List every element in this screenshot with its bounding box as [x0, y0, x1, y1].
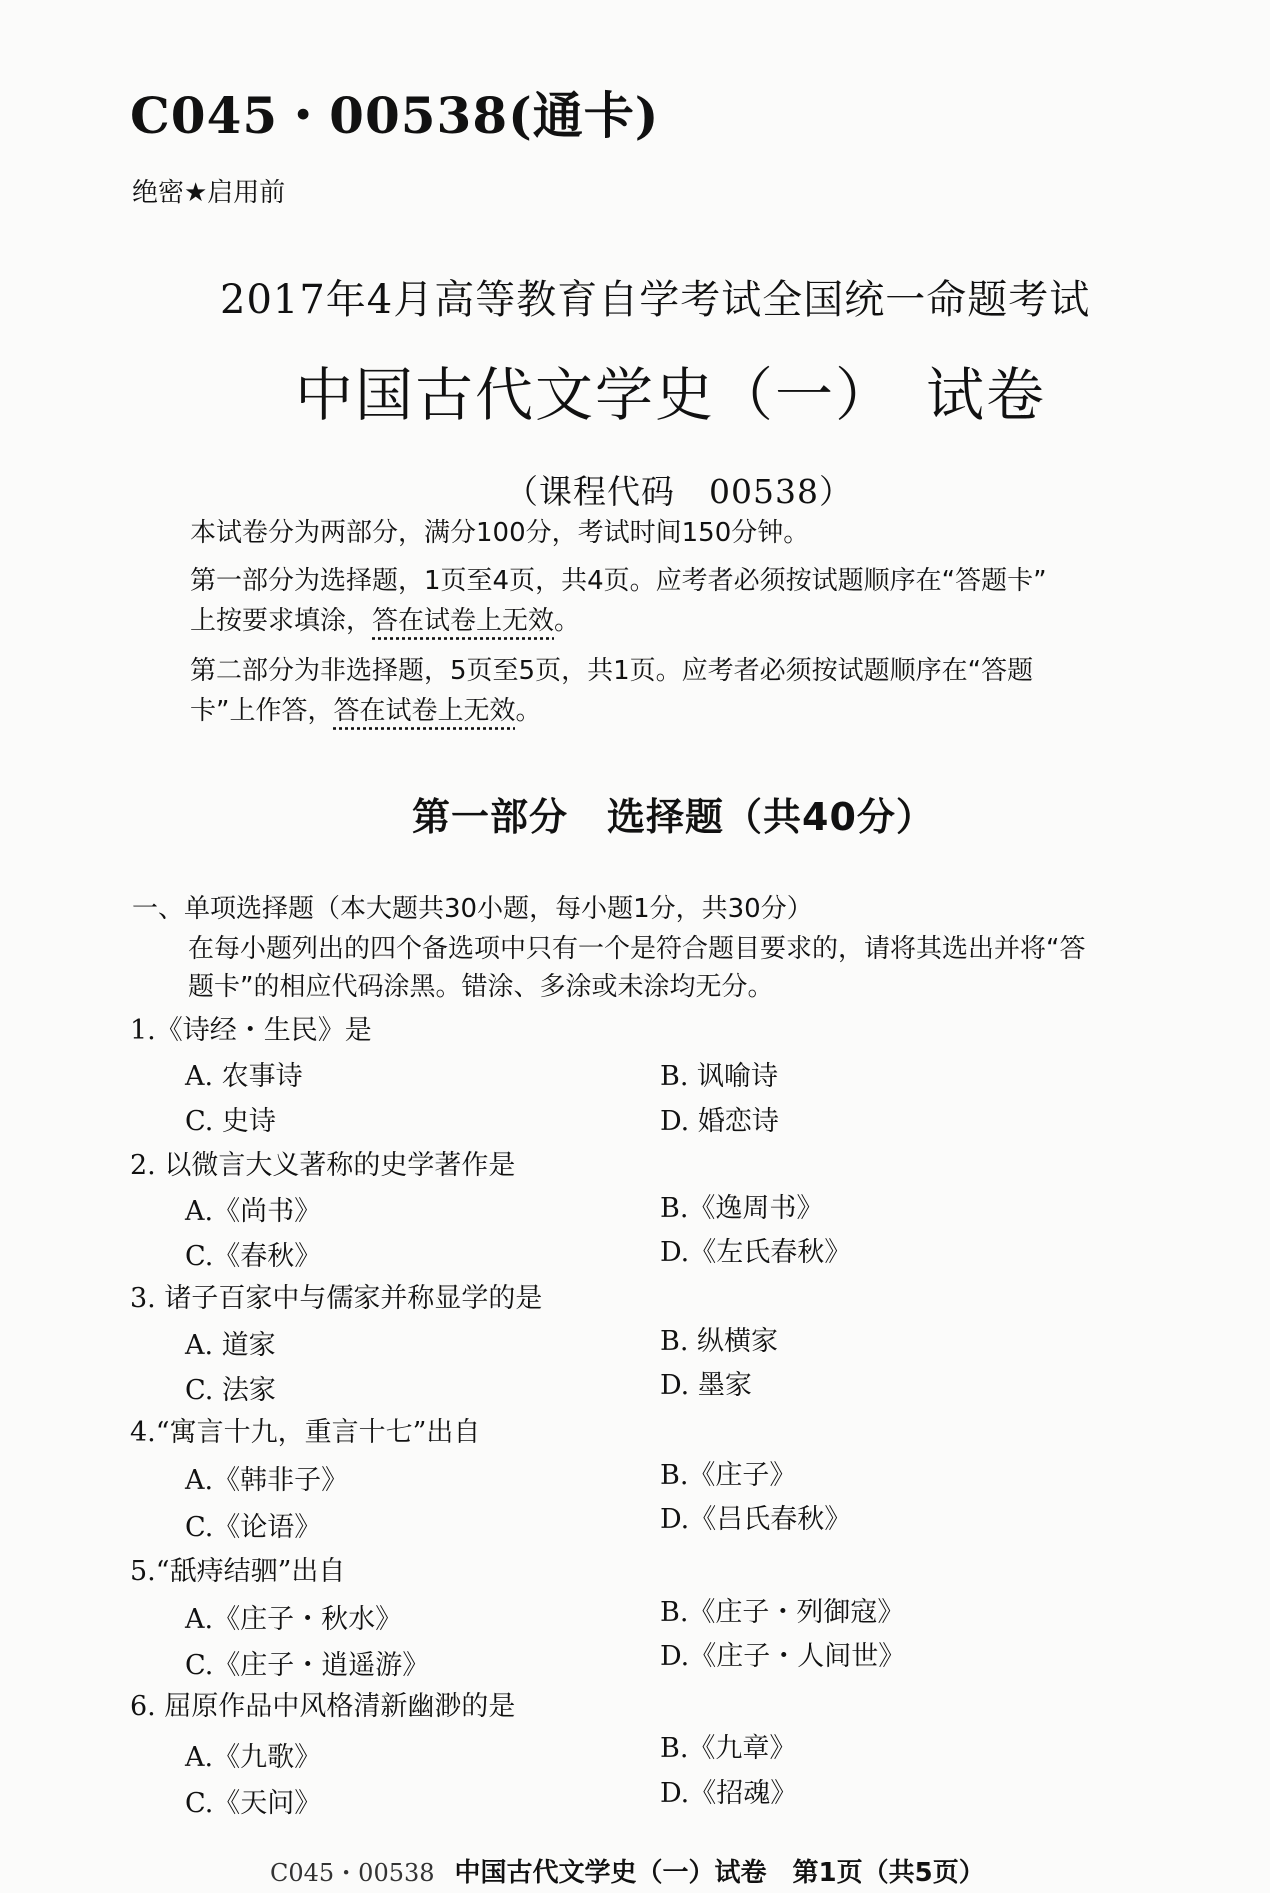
option-c: C.《天问》	[185, 1788, 322, 1819]
question-stem: 1.《诗经・生民》是	[130, 1015, 372, 1046]
option-a: A.《尚书》	[185, 1196, 322, 1227]
question-stem: 3. 诸子百家中与儒家并称显学的是	[130, 1283, 543, 1314]
instruction-line: 本试卷分为两部分，满分100分，考试时间150分钟。	[190, 518, 810, 548]
footer-code: C045・00538	[270, 1859, 435, 1887]
instruction-text: 。	[515, 696, 542, 726]
part-title: 第一部分 选择题（共40分）	[412, 795, 935, 839]
question-stem: 4.“寓言十九，重言十七”出自	[130, 1417, 481, 1448]
option-d: D.《庄子・人间世》	[660, 1641, 906, 1672]
option-b: B. 纵横家	[660, 1326, 779, 1357]
section-note: 题卡”的相应代码涂黑。错涂、多涂或未涂均无分。	[188, 972, 774, 1002]
emphasis-text: 答在试卷上无效	[372, 606, 555, 636]
document-code: C045・00538(通卡)	[130, 86, 660, 145]
option-b: B.《庄子・列御寇》	[660, 1597, 905, 1628]
emphasis-text: 答在试卷上无效	[333, 696, 516, 726]
instruction-text: 上按要求填涂，	[190, 606, 373, 636]
paper-title: 中国古代文学史（一） 试卷	[295, 361, 1047, 429]
exam-title: 2017年4月高等教育自学考试全国统一命题考试	[220, 277, 1091, 323]
option-a: A. 道家	[185, 1330, 276, 1361]
section-heading: 一、单项选择题（本大题共30小题，每小题1分，共30分）	[132, 894, 813, 924]
option-b: B.《九章》	[660, 1733, 797, 1764]
option-d: D.《招魂》	[660, 1778, 798, 1809]
instruction-text: 。	[554, 606, 581, 636]
option-c: C.《春秋》	[185, 1241, 322, 1272]
option-d: D.《吕氏春秋》	[660, 1504, 852, 1535]
course-code: （课程代码 00538）	[505, 472, 853, 511]
page-footer	[270, 1852, 985, 1889]
option-c: C. 法家	[185, 1375, 276, 1406]
instruction-text: 卡”上作答，	[190, 696, 334, 726]
option-b: B.《庄子》	[660, 1460, 797, 1491]
option-c: C.《论语》	[185, 1512, 322, 1543]
option-a: A.《九歌》	[185, 1742, 322, 1773]
instruction-line: 第二部分为非选择题，5页至5页，共1页。应考者必须按试题顺序在“答题	[190, 656, 1034, 686]
question-stem: 5.“舐痔结驷”出自	[130, 1556, 346, 1587]
section-note: 在每小题列出的四个备选项中只有一个是符合题目要求的，请将其选出并将“答	[188, 934, 1086, 964]
option-b: B. 讽喻诗	[660, 1061, 779, 1092]
question-stem: 2. 以微言大义著称的史学著作是	[130, 1150, 516, 1181]
option-d: D. 婚恋诗	[660, 1106, 779, 1137]
instruction-line	[190, 600, 580, 637]
instruction-line	[190, 690, 542, 727]
option-d: D.《左氏春秋》	[660, 1237, 852, 1268]
option-d: D. 墨家	[660, 1370, 752, 1401]
footer-title: 中国古代文学史（一）试卷 第1页（共5页）	[454, 1858, 985, 1888]
question-stem: 6. 屈原作品中风格清新幽渺的是	[130, 1691, 516, 1722]
option-c: C.《庄子・逍遥游》	[185, 1650, 430, 1681]
option-c: C. 史诗	[185, 1106, 276, 1137]
confidential-label: 绝密★启用前	[132, 178, 286, 208]
instruction-line: 第一部分为选择题，1页至4页，共4页。应考者必须按试题顺序在“答题卡”	[190, 566, 1047, 596]
option-a: A.《韩非子》	[185, 1465, 349, 1496]
option-a: A.《庄子・秋水》	[185, 1604, 403, 1635]
option-a: A. 农事诗	[185, 1061, 303, 1092]
option-b: B.《逸周书》	[660, 1193, 824, 1224]
